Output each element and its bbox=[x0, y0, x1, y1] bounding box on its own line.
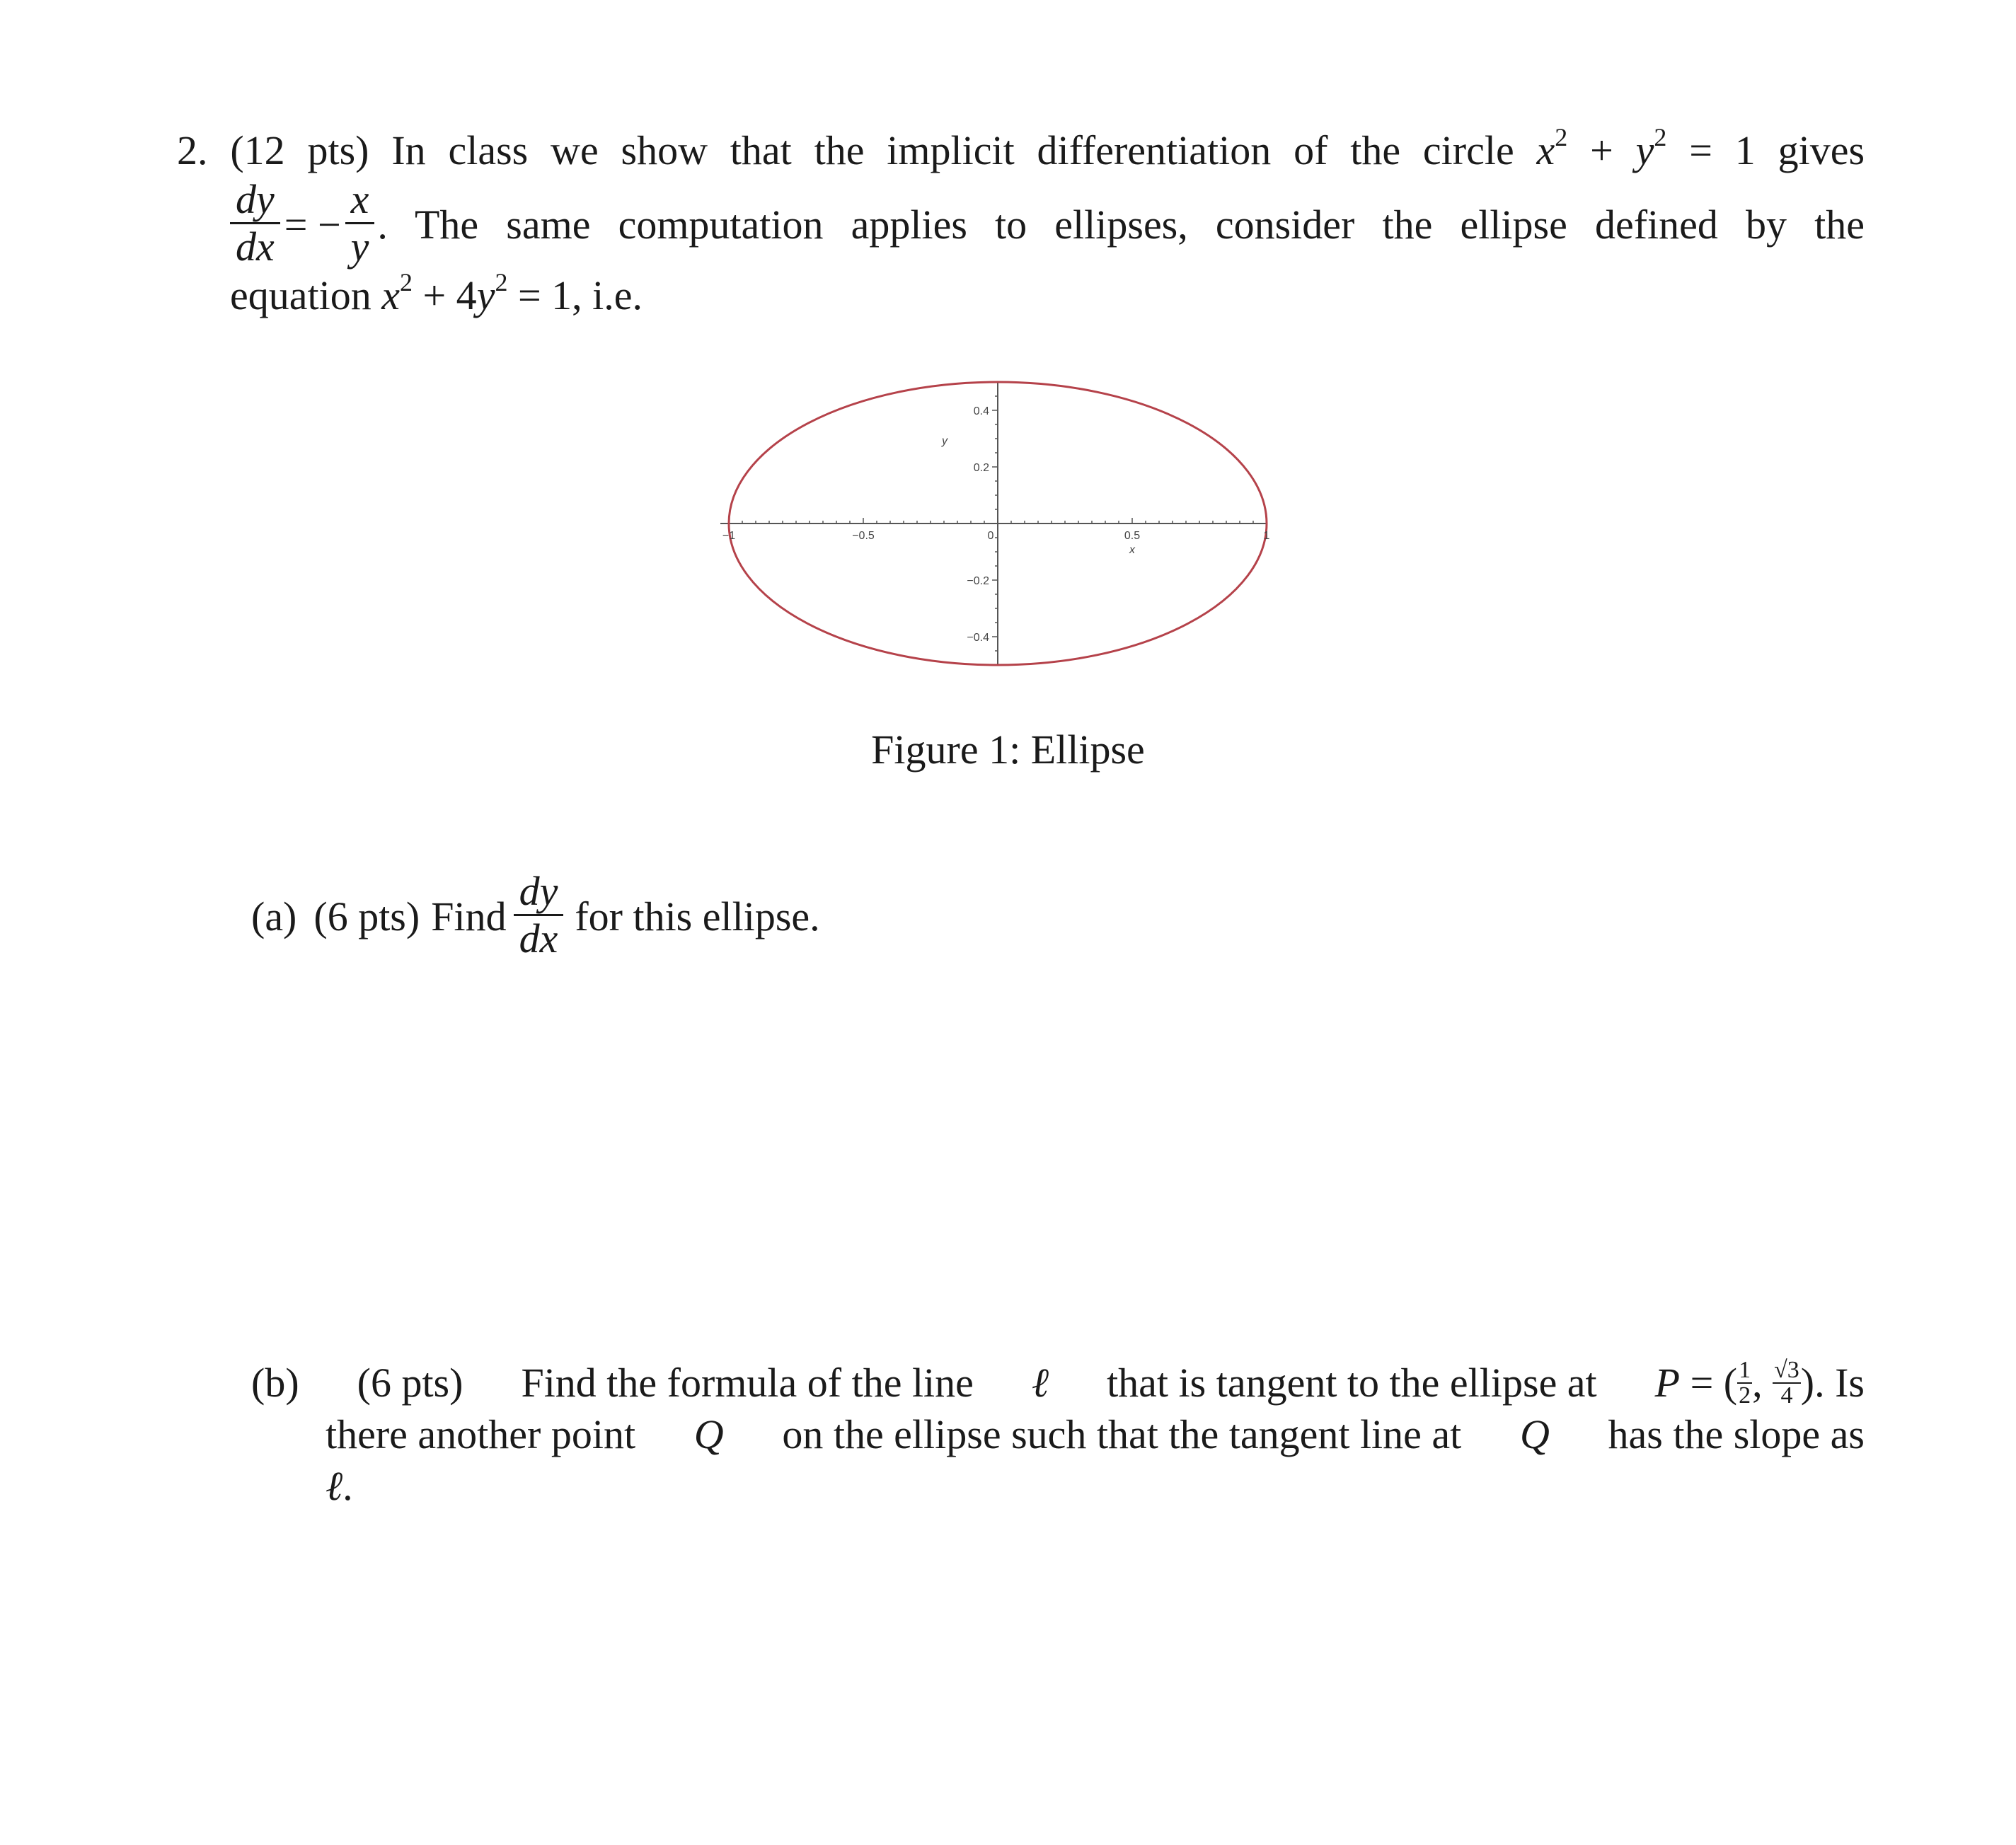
ellipse-equation: $x^2 + 4y^2 = 1$, i.e. bbox=[381, 268, 643, 318]
part-a-label: (a) bbox=[251, 893, 297, 939]
x-over-y-fraction: $\frac{x}{y}$ bbox=[345, 177, 375, 270]
part-a-find: Find bbox=[431, 893, 507, 939]
derivative-fraction: $\frac{dy}{dx}$ bbox=[230, 177, 280, 270]
x-tick-label: 0.5 bbox=[1124, 530, 1141, 542]
figure-caption: Figure 1: Ellipse bbox=[871, 727, 1145, 773]
problem-points: (12 pts) bbox=[230, 127, 369, 173]
problem-line-1 bbox=[177, 123, 1865, 175]
problem-intro: In class we show that the implicit differentiation of the circle bbox=[391, 127, 1514, 173]
point-Q: Q bbox=[693, 1411, 724, 1457]
point-P: P = ( $\frac{1}{2}$ , $\frac{√3}{4}$ ). Is bbox=[1654, 1357, 1865, 1409]
y-axis-label: y bbox=[942, 435, 947, 447]
ellipse-figure bbox=[708, 368, 1288, 679]
x-tick-label: 1 bbox=[1263, 530, 1270, 542]
tick-marks bbox=[729, 382, 1267, 665]
part-a bbox=[251, 870, 820, 963]
problem-line-2-text: . The same computation applies to ellipses, consider the ellipse defined by the bbox=[377, 201, 1865, 248]
y-tick-label: −0.2 bbox=[967, 575, 989, 587]
problem-line-2 bbox=[230, 178, 1865, 271]
y-tick-label: 0.4 bbox=[973, 405, 989, 417]
problem-number: 2. bbox=[177, 127, 208, 173]
part-b-line-2: there another point Q on the ellipse such that the tangent line at Q has the slope as bbox=[326, 1410, 1865, 1459]
problem-line-3: equation $x^2 + 4y^2 = 1$, i.e. bbox=[230, 268, 643, 318]
part-a-derivative: $\frac{dy}{dx}$ bbox=[514, 869, 564, 961]
x-tick-label: −0.5 bbox=[852, 530, 875, 542]
y-tick-label: −0.4 bbox=[967, 632, 989, 644]
x-tick-label: −1 bbox=[722, 530, 736, 542]
part-a-rest: for this ellipse. bbox=[575, 893, 820, 939]
equals-minus: = − bbox=[284, 201, 341, 248]
y-tick-label: 0.2 bbox=[973, 462, 989, 474]
x-axis-label: x bbox=[1129, 544, 1135, 556]
part-b-points: (6 pts) bbox=[357, 1360, 463, 1406]
point-Q-2: Q bbox=[1519, 1411, 1550, 1457]
part-b-line-1: (b) (6 pts) Find the formula of the line ℓ that is tangent to the ellipse at P = ( $\frac{1}{2}$ , $\frac{√3}{4}$ ). Is bbox=[251, 1357, 1865, 1409]
line-ell-symbol: ℓ bbox=[1031, 1360, 1049, 1406]
part-a-points: (6 pts) bbox=[313, 893, 420, 939]
x-tick-label: 0 bbox=[987, 530, 994, 542]
part-b-label: (b) bbox=[251, 1360, 299, 1406]
part-b-line-3: ℓ. bbox=[326, 1463, 353, 1509]
circle-equation: $x^2 + y^2 = 1$ gives bbox=[1536, 123, 1865, 173]
